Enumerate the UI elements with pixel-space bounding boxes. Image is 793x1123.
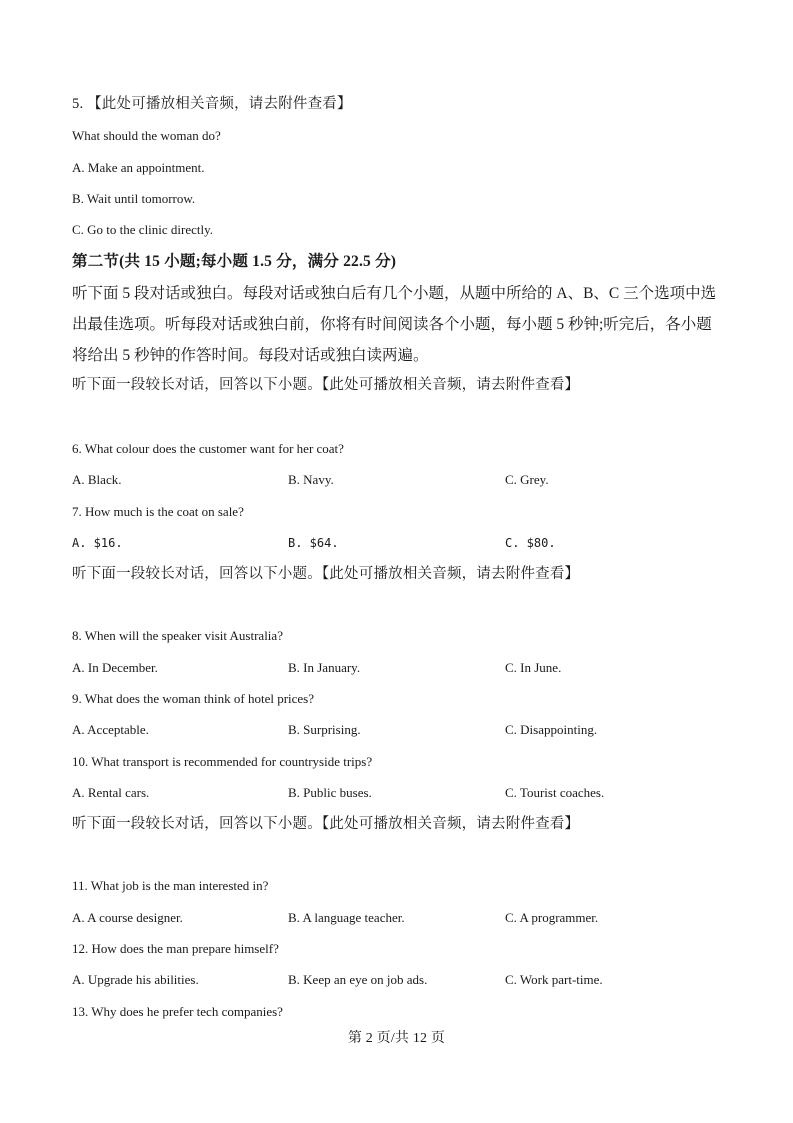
option-c: C. In June. <box>505 660 562 675</box>
dialogue-intro-3: 听下面一段较长对话，回答以下小题。【此处可播放相关音频，请去附件查看】 <box>72 816 580 832</box>
option-b: B. Navy. <box>288 472 334 487</box>
option-b: B. Surprising. <box>288 722 361 737</box>
question-stem: 11. What job is the man interested in? <box>72 878 269 893</box>
question-stem: 9. What does the woman think of hotel prices? <box>72 691 315 706</box>
q5-question: What should the woman do? <box>72 128 221 143</box>
question-stem: 13. Why does he prefer tech companies? <box>72 1004 283 1019</box>
option-c: C. Tourist coaches. <box>505 785 605 800</box>
option-c: C. $80. <box>505 536 556 550</box>
option-c: C. Grey. <box>505 472 549 487</box>
q5-option-a: A. Make an appointment. <box>72 160 205 175</box>
option-b: B. Keep an eye on job ads. <box>288 972 428 987</box>
question-stem: 6. What colour does the customer want for her coat? <box>72 441 344 456</box>
q5-stem: 5. 【此处可播放相关音频，请去附件查看】 <box>72 96 352 112</box>
option-c: C. A programmer. <box>505 910 599 925</box>
option-a: A. A course designer. <box>72 910 183 925</box>
question-stem: 10. What transport is recommended for countryside trips? <box>72 754 373 769</box>
section-heading: 第二节(共 15 小题;每小题 1.5 分，满分 22.5 分) <box>72 253 397 270</box>
option-b: B. A language teacher. <box>288 910 405 925</box>
q5-option-b: B. Wait until tomorrow. <box>72 191 196 206</box>
dialogue-intro-1: 听下面一段较长对话，回答以下小题。【此处可播放相关音频，请去附件查看】 <box>72 377 580 393</box>
option-a: A. $16. <box>72 536 123 550</box>
option-a: A. Black. <box>72 472 122 487</box>
option-a: A. Acceptable. <box>72 722 149 737</box>
option-b: B. In January. <box>288 660 361 675</box>
option-a: A. Upgrade his abilities. <box>72 972 199 987</box>
option-b: B. $64. <box>288 536 339 550</box>
page-footer: 第 2 页/共 12 页 <box>347 1031 446 1046</box>
question-stem: 8. When will the speaker visit Australia? <box>72 628 283 643</box>
question-stem: 7. How much is the coat on sale? <box>72 504 244 519</box>
option-b: B. Public buses. <box>288 785 372 800</box>
question-stem: 12. How does the man prepare himself? <box>72 941 279 956</box>
option-c: C. Work part-time. <box>505 972 603 987</box>
q5-option-c: C. Go to the clinic directly. <box>72 222 214 237</box>
section-instructions: 听下面 5 段对话或独白。每段对话或独白后有几个小题，从题中所给的 A、B、C 三个选项中选出最佳选项。听每段对话或独白前，你将有时间阅读各个小题，每小题 5 秒钟;听完后，各小题将给出 5 秒钟的作答时间。每段对话或独白读两遍。 <box>72 285 717 364</box>
option-a: A. In December. <box>72 660 158 675</box>
option-a: A. Rental cars. <box>72 785 150 800</box>
dialogue-intro-2: 听下面一段较长对话，回答以下小题。【此处可播放相关音频，请去附件查看】 <box>72 566 580 582</box>
option-c: C. Disappointing. <box>505 722 598 737</box>
